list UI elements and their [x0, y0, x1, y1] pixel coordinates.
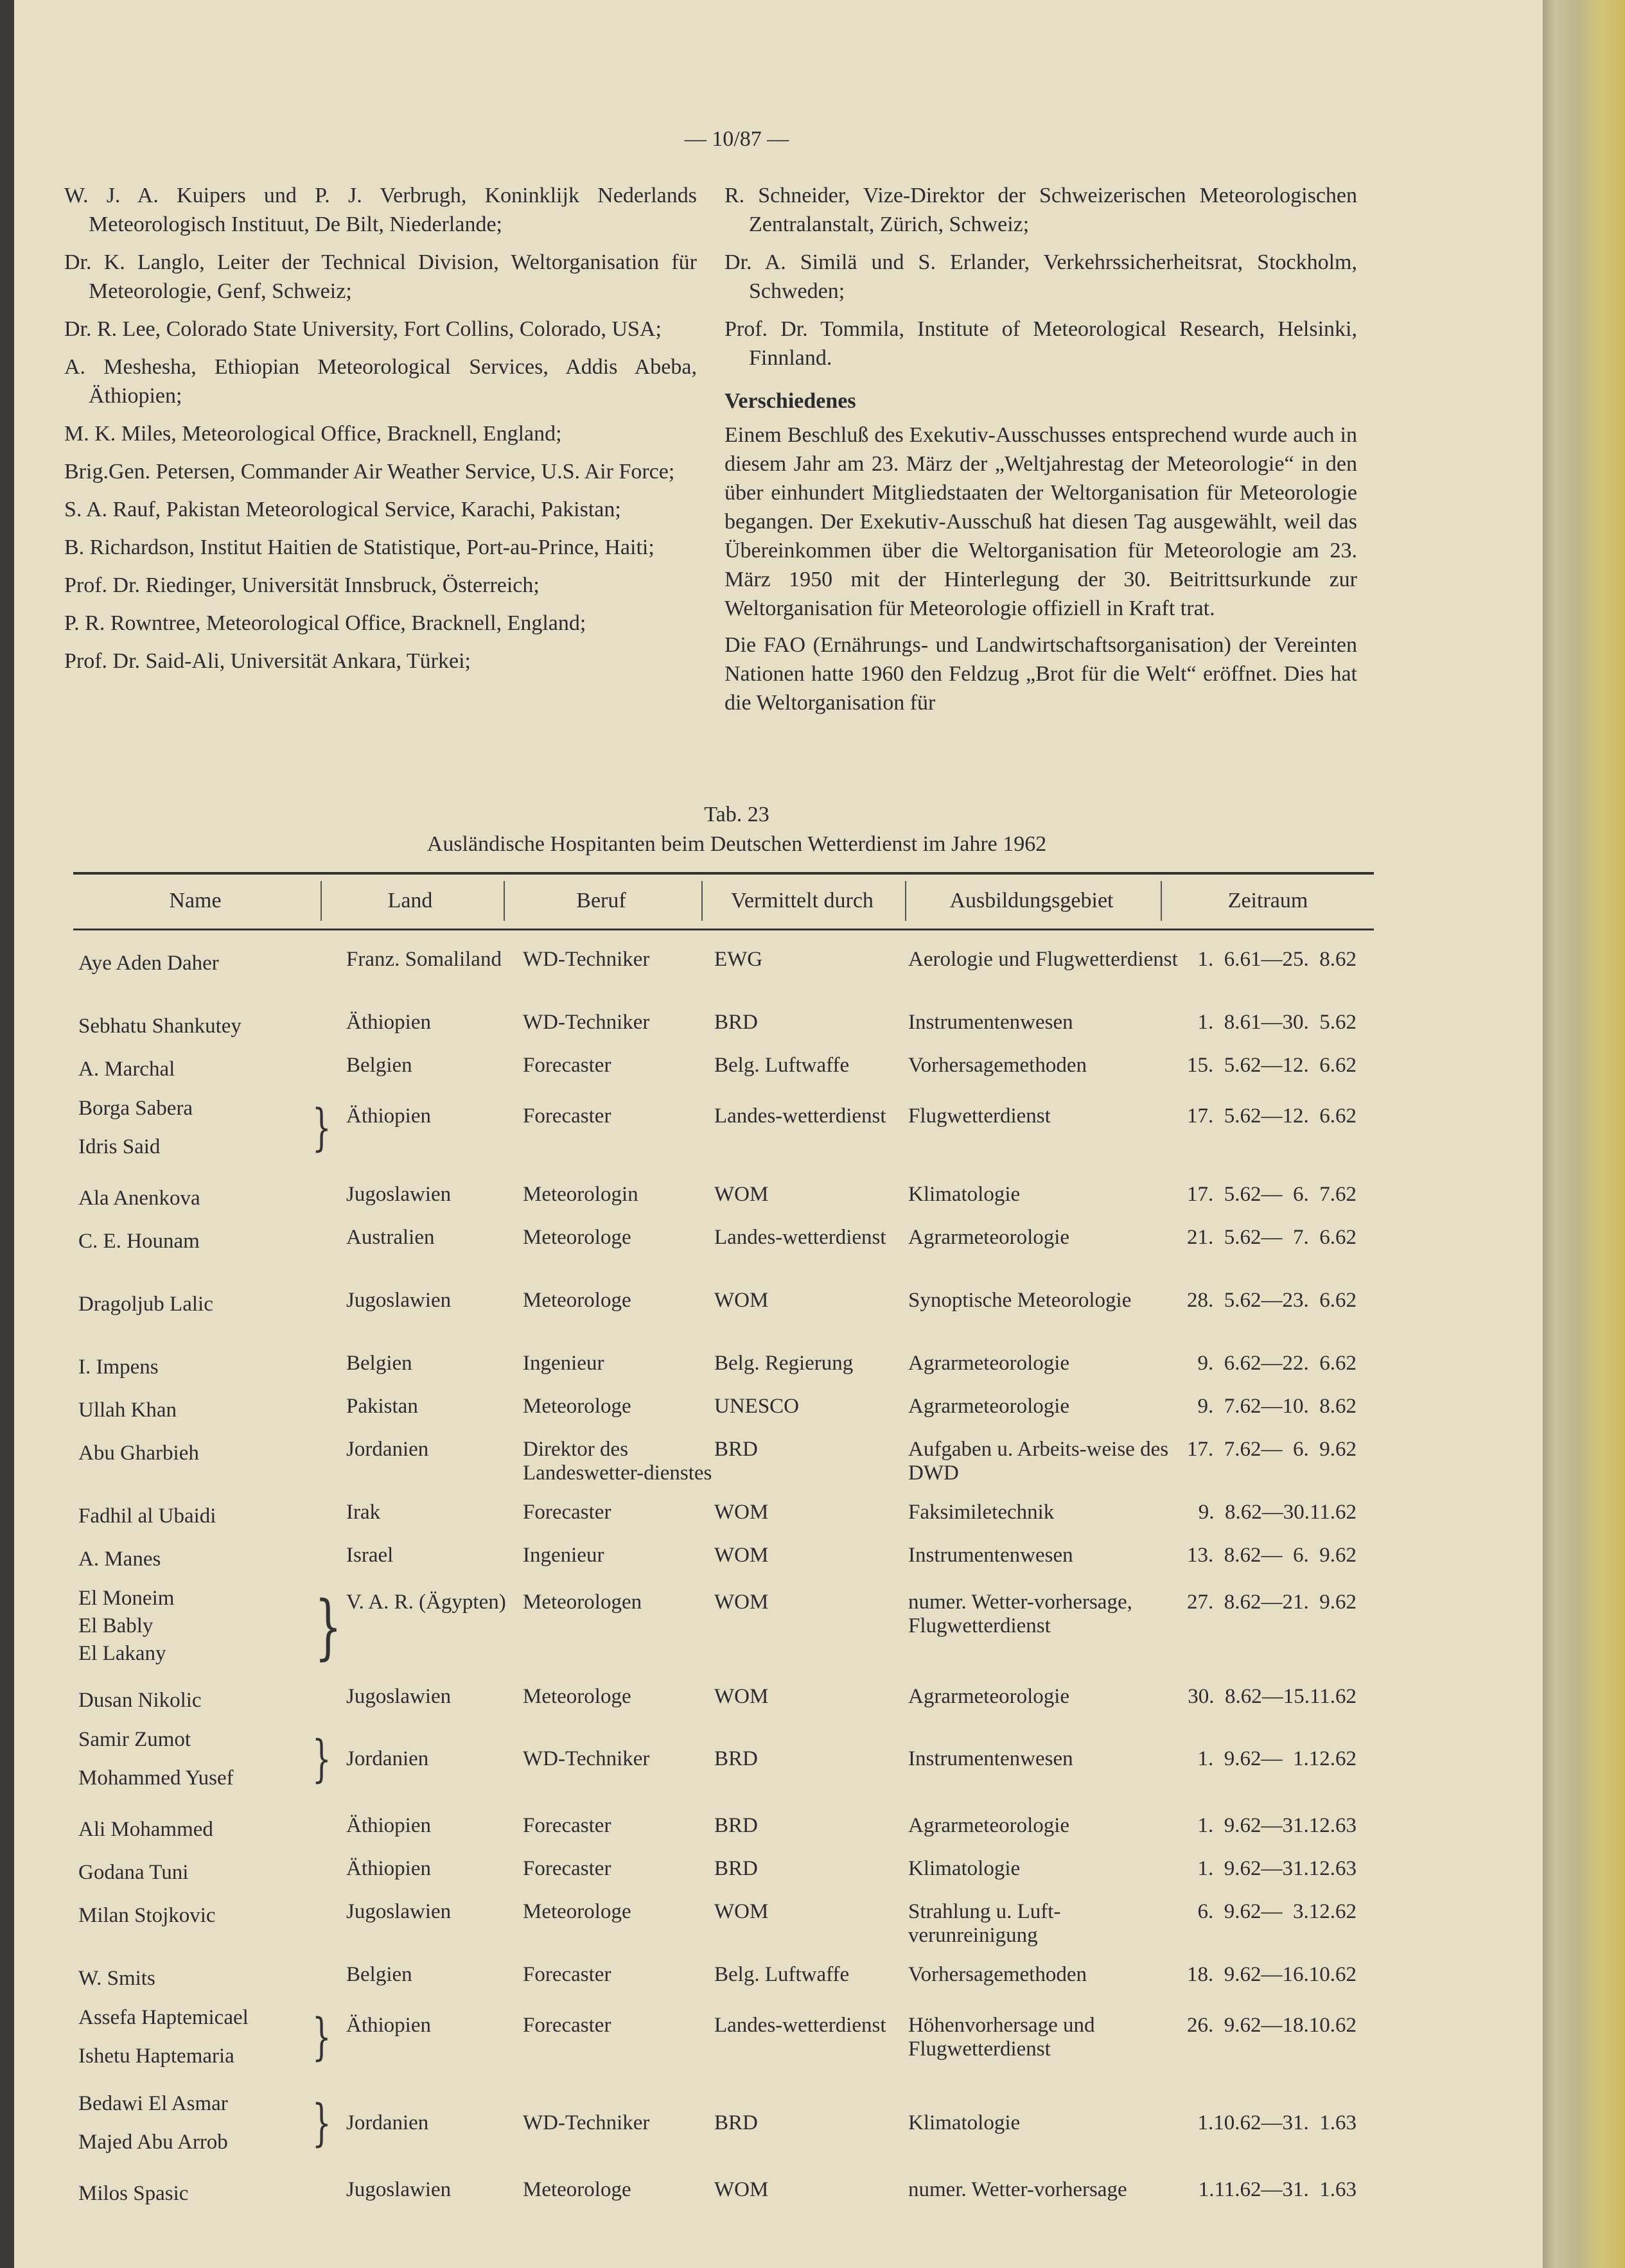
participant-entry: Dr. R. Lee, Colorado State University, Fort Collins, Colorado, USA; [64, 317, 662, 341]
cell-land: Pakistan [346, 1395, 418, 1418]
cell-vermittelt: WOM [714, 2178, 769, 2201]
cell-land: Jugoslawien [346, 2178, 452, 2201]
table-row [73, 1857, 1374, 1900]
cell-zeitraum: 30. 8.62—15.11.62 [1188, 1685, 1357, 1708]
cell-land: Jugoslawien [346, 1289, 452, 1312]
table-row [73, 1054, 1374, 1097]
cell-beruf: Meteorologe [523, 1900, 631, 1923]
cell-beruf: Forecaster [523, 1814, 611, 1837]
cell-vermittelt: BRD [714, 1011, 758, 1034]
person-name: El Lakany [78, 1642, 166, 1665]
cell-ausbildungsgebiet: numer. Wetter-vorhersage [908, 2178, 1127, 2201]
person-name: A. Marchal [78, 1058, 175, 1081]
table-row [73, 1728, 1374, 1814]
table-row [73, 1587, 1374, 1685]
cell-ausbildungsgebiet: Klimatologie [908, 1183, 1021, 1206]
cell-ausbildungsgebiet: Strahlung u. Luft-verunreinigung [908, 1900, 1061, 1947]
participant-entry: S. A. Rauf, Pakistan Meteorological Service, Karachi, Pakistan; [64, 498, 621, 521]
table-row [73, 1685, 1374, 1728]
cell-vermittelt: Landes-wetterdienst [714, 1104, 886, 1128]
cell-beruf: Ingenieur [523, 1544, 604, 1567]
cell-ausbildungsgebiet: Agrarmeteorologie [908, 1814, 1070, 1837]
cell-zeitraum: 27. 8.62—21. 9.62 [1187, 1591, 1357, 1614]
table-top-rule [73, 872, 1374, 875]
cell-vermittelt: Landes-wetterdienst [714, 1226, 886, 1249]
cell-land: Jugoslawien [346, 1183, 452, 1206]
participant-entry: R. Schneider, Vize-Direktor der Schweizerischen Meteorologischen Zentralanstalt, Zürich, Schweiz; [725, 184, 1357, 236]
group-brace: } [312, 2094, 331, 2152]
header-zeitraum: Zeitraum [1227, 889, 1308, 912]
person-name: Sebhatu Shankutey [78, 1015, 242, 1038]
person-name: Milos Spasic [78, 2182, 189, 2205]
group-brace: } [312, 1099, 331, 1157]
header-vermittelt: Vermittelt durch [731, 889, 874, 912]
person-name: Godana Tuni [78, 1861, 189, 1884]
table-row [73, 1352, 1374, 1395]
cell-vermittelt: BRD [714, 1747, 758, 1770]
cell-ausbildungsgebiet: Agrarmeteorologie [908, 1226, 1070, 1249]
cell-beruf: Meteorologe [523, 1226, 631, 1249]
cell-land: Belgien [346, 1963, 412, 1986]
cell-land: Irak [346, 1501, 381, 1524]
cell-beruf: WD-Techniker [523, 1747, 650, 1770]
participant-entry: Prof. Dr. Said-Ali, Universität Ankara, Türkei; [64, 649, 471, 673]
cell-beruf: Meteorologin [523, 1183, 638, 1206]
participant-entry: B. Richardson, Institut Haitien de Statistique, Port-au-Prince, Haiti; [64, 536, 654, 559]
cell-zeitraum: 13. 8.62— 6. 9.62 [1187, 1544, 1357, 1567]
participant-entry: M. K. Miles, Meteorological Office, Bracknell, England; [64, 422, 562, 446]
person-name: El Moneim [78, 1587, 175, 1610]
participant-entry: Prof. Dr. Tommila, Institute of Meteorological Research, Helsinki, Finnland. [725, 317, 1357, 370]
table-row [73, 2006, 1374, 2092]
cell-beruf: WD-Techniker [523, 2111, 650, 2134]
table-row [73, 1011, 1374, 1054]
cell-land: Äthiopien [346, 1104, 431, 1128]
person-name: C. E. Hounam [78, 1230, 200, 1253]
person-name: Ala Anenkova [78, 1187, 200, 1210]
person-name: Ali Mohammed [78, 1818, 213, 1841]
table-row [73, 1963, 1374, 2006]
left-column [64, 181, 697, 685]
person-name: Milan Stojkovic [78, 1904, 216, 1927]
cell-vermittelt: Belg. Luftwaffe [714, 1963, 850, 1986]
cell-ausbildungsgebiet: Vorhersagemethoden [908, 1963, 1087, 1986]
cell-vermittelt: WOM [714, 1501, 769, 1524]
cell-beruf: WD-Techniker [523, 948, 650, 971]
cell-vermittelt: WOM [714, 1591, 769, 1614]
cell-zeitraum: 26. 9.62—18.10.62 [1187, 2013, 1357, 2037]
person-name: Fadhil al Ubaidi [78, 1505, 216, 1528]
header-ausbildungsgebiet: Ausbildungsgebiet [949, 889, 1114, 912]
cell-beruf: Forecaster [523, 1857, 611, 1880]
cell-vermittelt: UNESCO [714, 1395, 800, 1418]
section-title: Verschiedenes [725, 389, 856, 413]
cell-ausbildungsgebiet: Agrarmeteorologie [908, 1352, 1070, 1375]
cell-vermittelt: WOM [714, 1685, 769, 1708]
participant-entry: Brig.Gen. Petersen, Commander Air Weather Service, U.S. Air Force; [64, 460, 675, 484]
cell-land: Franz. Somaliland [346, 948, 502, 971]
cell-land: Jordanien [346, 1747, 429, 1770]
table-row [73, 2092, 1374, 2178]
cell-ausbildungsgebiet: Synoptische Meteorologie [908, 1289, 1132, 1312]
cell-zeitraum: 18. 9.62—16.10.62 [1187, 1963, 1357, 1986]
cell-beruf: Meteorologen [523, 1591, 642, 1614]
cell-zeitraum: 6. 9.62— 3.12.62 [1192, 1900, 1357, 1923]
cell-vermittelt: WOM [714, 1900, 769, 1923]
cell-vermittelt: BRD [714, 1814, 758, 1837]
participant-entry: Dr. A. Similä und S. Erlander, Verkehrssicherheitsrat, Stockholm, Schweden; [725, 250, 1357, 303]
header-name: Name [169, 889, 222, 912]
person-name: Borga Sabera [78, 1097, 193, 1120]
body-paragraph: Einem Beschluß des Exekutiv-Ausschusses entsprechend wurde auch in diesem Jahr am 23. März der „Weltjahrestag der Meteorologie“ in den über einhundert Mitgliedstaaten der Weltorganisation für Meteorologie begangen. Der Exekutiv-Ausschuß hat diesen Tag ausgewählt, weil das Übereinkommen über die Weltorganisation für Meteorologie am 23. März 1950 mit der Hinterlegung der 30. Beitrittsurkunde zur Weltorganisation für Meteorologie offiziell in Kraft trat. [725, 423, 1357, 620]
person-name: Mohammed Yusef [78, 1766, 234, 1790]
table-title: Ausländische Hospitanten beim Deutschen Wetterdienst im Jahre 1962 [426, 832, 1047, 856]
cell-land: Australien [346, 1226, 435, 1249]
table-row [73, 948, 1374, 1011]
person-name: Assefa Haptemicael [78, 2006, 249, 2029]
cell-ausbildungsgebiet: Höhenvorhersage und Flugwetterdienst [908, 2013, 1095, 2061]
cell-zeitraum: 9. 7.62—10. 8.62 [1192, 1395, 1357, 1418]
body-paragraph: Die FAO (Ernährungs- und Landwirtschaftsorganisation) der Vereinten Nationen hatte 1960 den Feldzug „Brot für die Welt“ eröffnet. Dies hat die Weltorganisation für [725, 633, 1357, 715]
table-row [73, 1289, 1374, 1352]
person-name: Ishetu Haptemaria [78, 2045, 234, 2068]
participant-entry: A. Meshesha, Ethiopian Meteorological Services, Addis Abeba, Äthiopien; [64, 355, 697, 408]
page-edge [1543, 0, 1625, 2268]
table-row [73, 2178, 1374, 2241]
cell-zeitraum: 1. 8.61—30. 5.62 [1192, 1011, 1357, 1034]
cell-ausbildungsgebiet: Agrarmeteorologie [908, 1685, 1070, 1708]
cell-zeitraum: 9. 8.62—30.11.62 [1193, 1501, 1357, 1524]
cell-beruf: Meteorologe [523, 1685, 631, 1708]
cell-ausbildungsgebiet: Aerologie und Flugwetterdienst [908, 948, 1178, 971]
participant-entry: W. J. A. Kuipers und P. J. Verbrugh, Koninklijk Nederlands Meteorologisch Instituut, De Bilt, Niederlande; [64, 184, 697, 236]
header-beruf: Beruf [576, 889, 626, 912]
scan-left-border [0, 0, 14, 2268]
cell-vermittelt: Landes-wetterdienst [714, 2013, 886, 2037]
person-name: Majed Abu Arrob [78, 2131, 228, 2154]
cell-vermittelt: BRD [714, 1857, 758, 1880]
cell-beruf: Ingenieur [523, 1352, 604, 1375]
cell-vermittelt: WOM [714, 1289, 769, 1312]
table-body [73, 948, 1374, 2241]
person-name: Dragoljub Lalic [78, 1293, 213, 1316]
person-name: Dusan Nikolic [78, 1689, 202, 1712]
group-brace: } [315, 1585, 342, 1668]
cell-ausbildungsgebiet: Instrumentenwesen [908, 1544, 1073, 1567]
person-name: Samir Zumot [78, 1728, 191, 1751]
cell-land: Belgien [346, 1352, 412, 1375]
cell-zeitraum: 1. 9.62—31.12.63 [1192, 1814, 1357, 1837]
person-name: Aye Aden Daher [78, 952, 219, 975]
cell-beruf: Forecaster [523, 1054, 611, 1077]
cell-vermittelt: WOM [714, 1183, 769, 1206]
cell-beruf: Meteorologe [523, 1395, 631, 1418]
participant-entry: Prof. Dr. Riedinger, Universität Innsbruck, Österreich; [64, 573, 540, 597]
table-row [73, 1900, 1374, 1963]
cell-ausbildungsgebiet: Instrumentenwesen [908, 1747, 1073, 1770]
cell-zeitraum: 17. 7.62— 6. 9.62 [1187, 1438, 1357, 1461]
document-page [14, 0, 1543, 2268]
person-name: I. Impens [78, 1356, 159, 1379]
cell-land: Äthiopien [346, 1011, 431, 1034]
person-name: W. Smits [78, 1967, 155, 1990]
right-column [725, 181, 1357, 725]
table-row [73, 1438, 1374, 1501]
cell-land: Jugoslawien [346, 1685, 452, 1708]
cell-zeitraum: 9. 6.62—22. 6.62 [1192, 1352, 1357, 1375]
table-caption [14, 800, 1459, 859]
cell-zeitraum: 28. 5.62—23. 6.62 [1187, 1289, 1357, 1312]
cell-zeitraum: 17. 5.62—12. 6.62 [1187, 1104, 1357, 1128]
cell-land: Jugoslawien [346, 1900, 452, 1923]
cell-ausbildungsgebiet: numer. Wetter-vorhersage, Flugwetterdienst [908, 1591, 1132, 1637]
participant-entry: Dr. K. Langlo, Leiter der Technical Division, Weltorganisation für Meteorologie, Genf, Schweiz; [64, 250, 697, 303]
cell-zeitraum: 1.10.62—31. 1.63 [1192, 2111, 1357, 2134]
cell-beruf: Forecaster [523, 1963, 611, 1986]
cell-ausbildungsgebiet: Klimatologie [908, 1857, 1021, 1880]
cell-ausbildungsgebiet: Klimatologie [908, 2111, 1021, 2134]
cell-beruf: Direktor des Landeswetter-dienstes [523, 1438, 712, 1485]
cell-zeitraum: 15. 5.62—12. 6.62 [1187, 1054, 1357, 1077]
cell-land: Äthiopien [346, 1814, 431, 1837]
cell-ausbildungsgebiet: Faksimiletechnik [908, 1501, 1055, 1524]
cell-beruf: Meteorologe [523, 2178, 631, 2201]
cell-land: Belgien [346, 1054, 412, 1077]
section-body [725, 421, 1357, 717]
cell-land: Jordanien [346, 1438, 429, 1461]
person-name: A. Manes [78, 1548, 161, 1571]
cell-ausbildungsgebiet: Agrarmeteorologie [908, 1395, 1070, 1418]
right-entries [725, 181, 1357, 372]
table-row [73, 1183, 1374, 1226]
cell-beruf: Forecaster [523, 2013, 611, 2037]
table-row [73, 1097, 1374, 1183]
cell-zeitraum: 1. 9.62— 1.12.62 [1192, 1747, 1357, 1770]
cell-land: Äthiopien [346, 1857, 431, 1880]
cell-zeitraum: 1.11.62—31. 1.63 [1193, 2178, 1357, 2201]
table-row [73, 1395, 1374, 1438]
table-row [73, 1814, 1374, 1857]
cell-land: Israel [346, 1544, 394, 1567]
person-name: Abu Gharbieh [78, 1442, 199, 1465]
person-name: Ullah Khan [78, 1399, 177, 1422]
table-number: Tab. 23 [704, 803, 769, 826]
header-land: Land [387, 889, 433, 912]
cell-vermittelt: Belg. Luftwaffe [714, 1054, 850, 1077]
cell-ausbildungsgebiet: Flugwetterdienst [908, 1104, 1051, 1128]
cell-ausbildungsgebiet: Aufgaben u. Arbeits-weise des DWD [908, 1438, 1169, 1485]
cell-land: Äthiopien [346, 2013, 431, 2037]
cell-zeitraum: 1. 9.62—31.12.63 [1192, 1857, 1357, 1880]
group-brace: } [312, 1730, 331, 1788]
cell-vermittelt: BRD [714, 2111, 758, 2134]
participant-entry: P. R. Rowntree, Meteorological Office, Bracknell, England; [64, 611, 586, 635]
cell-land: V. A. R. (Ägypten) [346, 1591, 506, 1614]
cell-vermittelt: EWG [714, 948, 763, 971]
person-name: El Bably [78, 1614, 154, 1637]
cell-beruf: Forecaster [523, 1501, 611, 1524]
cell-land: Jordanien [346, 2111, 429, 2134]
table-row [73, 1226, 1374, 1289]
cell-vermittelt: BRD [714, 1438, 758, 1461]
cell-zeitraum: 17. 5.62— 6. 7.62 [1187, 1183, 1357, 1206]
cell-vermittelt: Belg. Regierung [714, 1352, 854, 1375]
page-number: — 10/87 — [684, 127, 789, 151]
cell-beruf: Forecaster [523, 1104, 611, 1128]
person-name: Idris Said [78, 1135, 161, 1158]
cell-ausbildungsgebiet: Instrumentenwesen [908, 1011, 1073, 1034]
group-brace: } [312, 2008, 331, 2066]
table-row [73, 1501, 1374, 1544]
cell-beruf: WD-Techniker [523, 1011, 650, 1034]
cell-zeitraum: 21. 5.62— 7. 6.62 [1187, 1226, 1357, 1249]
cell-zeitraum: 1. 6.61—25. 8.62 [1192, 948, 1357, 971]
cell-ausbildungsgebiet: Vorhersagemethoden [908, 1054, 1087, 1077]
person-name: Bedawi El Asmar [78, 2092, 228, 2115]
cell-vermittelt: WOM [714, 1544, 769, 1567]
table-row [73, 1544, 1374, 1587]
table-header-rule [73, 929, 1374, 930]
cell-beruf: Meteorologe [523, 1289, 631, 1312]
